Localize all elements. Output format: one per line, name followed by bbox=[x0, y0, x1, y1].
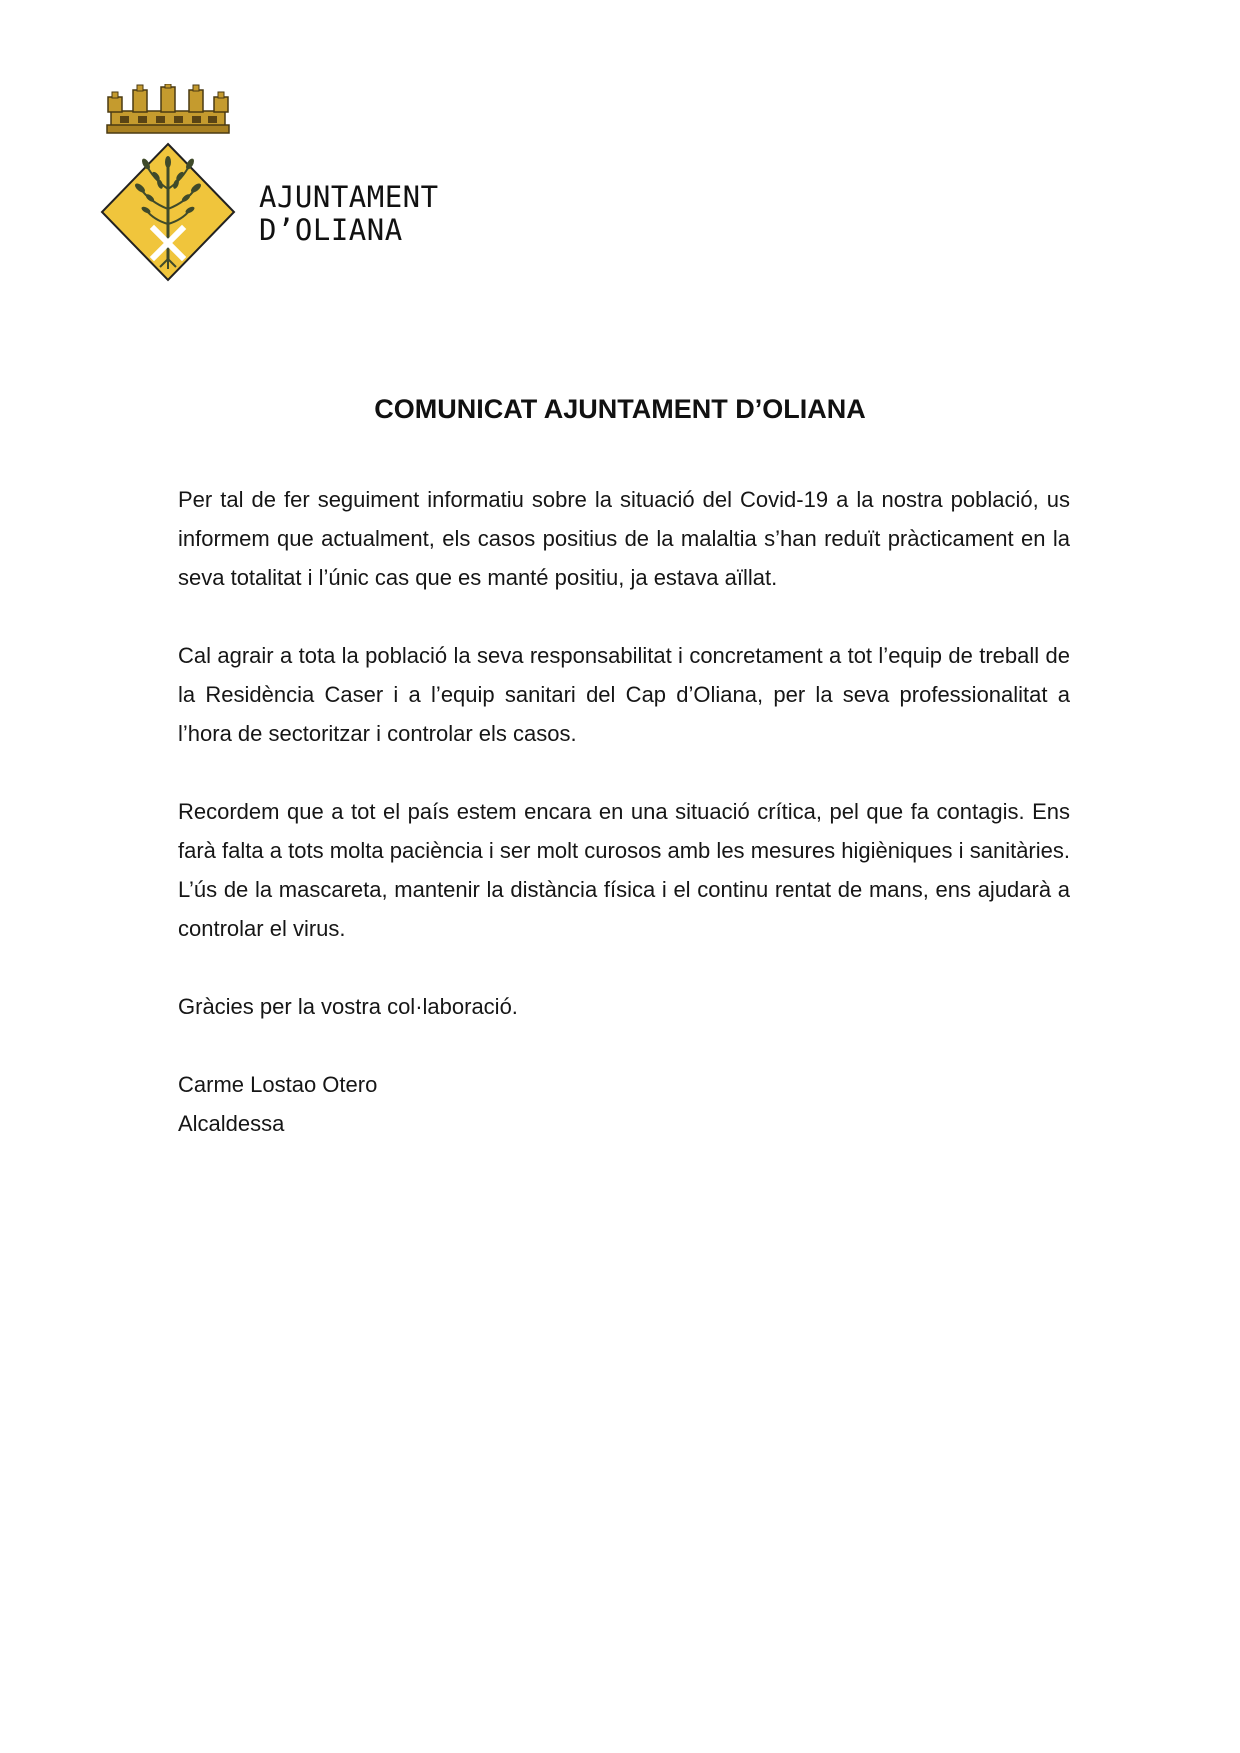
organization-name-line2: D’OLIANA bbox=[259, 213, 403, 247]
shield-icon bbox=[102, 144, 234, 280]
paragraph: Per tal de fer seguiment informatiu sobre la situació del Covid-19 a la nostra població, us informem que actualment, els casos positius de la malaltia s’han reduït pràcticament en la seva totalitat i l’únic cas que es manté positiu, ja estava aïllat. bbox=[178, 487, 1070, 590]
closing-line: Gràcies per la vostra col·laboració. bbox=[178, 994, 518, 1019]
signatory-role: Alcaldessa bbox=[178, 1111, 285, 1136]
organization-name bbox=[259, 181, 439, 247]
paragraph: Cal agrair a tota la població la seva responsabilitat i concretament a tot l’equip de treball de la Residència Caser i a l’equip sanitari del Cap d’Oliana, per la seva professionalitat a l’hora de sectoritzar i controlar els casos. bbox=[178, 643, 1070, 746]
signature-block bbox=[178, 1065, 1070, 1143]
document-title: COMUNICAT AJUNTAMENT D’OLIANA bbox=[374, 394, 866, 424]
coat-of-arms-icon bbox=[98, 84, 238, 294]
organization-name-line1: AJUNTAMENT bbox=[259, 180, 439, 214]
document-body bbox=[178, 480, 1070, 1143]
paragraph: Recordem que a tot el país estem encara en una situació crítica, pel que fa contagis. Ens farà falta a tots molta paciència i ser molt curosos amb les mesures higièniques i sanitàries. L’ús de la mascareta, mantenir la distància física i el continu rentat de mans, ens ajudarà a controlar el virus. bbox=[178, 799, 1070, 941]
crown-icon bbox=[107, 84, 229, 133]
signatory-name: Carme Lostao Otero bbox=[178, 1072, 378, 1097]
